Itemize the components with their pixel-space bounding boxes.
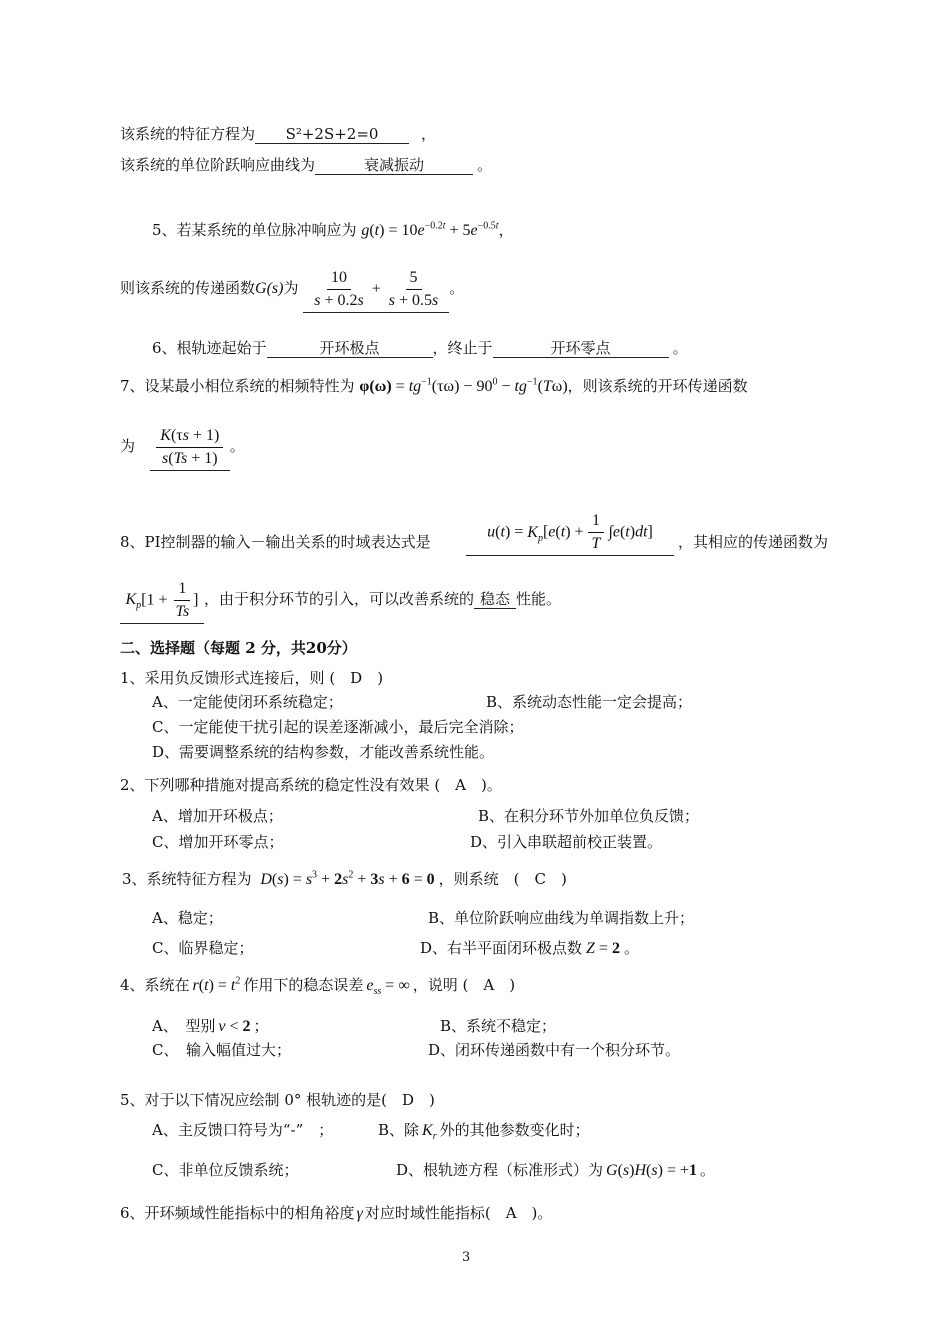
option-d: D、需要调整系统的结构参数，才能改善系统性能。 xyxy=(152,743,495,761)
formula-impulse-response: $g(t) = 10e^{-0.2t} + 5e^{-0.5t}$ xyxy=(361,220,499,239)
section-2-title: 二、选择题（每题 2 分，共20分） xyxy=(120,639,357,657)
choice-question-1: 1、采用负反馈形式连接后，则 ( D ) xyxy=(120,669,384,687)
option-a: A、增加开环极点； xyxy=(152,807,283,825)
question-5-answer: 则该系统的传递函数G(s)为 $\frac{10}{s + 0.2s}$ + $\frac{5}{s + 0.5s}$ 。 xyxy=(120,265,464,313)
answer-line-characteristic-eq: 该系统的特征方程为 S²+2S+2=0 ， xyxy=(120,125,437,143)
page-number: 3 xyxy=(462,1250,471,1265)
question-7: 7、设某最小相位系统的相频特性为 $\varphi(\omega) = tg^{-1}(\tau\omega) - 90^0 - tg^{-1}(T\omega)$，则该系统的开环传递函数 xyxy=(120,376,748,395)
option-d: D、引入串联超前校正装置。 xyxy=(470,833,663,851)
blank-transfer-function: $\frac{10}{s + 0.2s}$ + $\frac{5}{s + 0.5s}$ xyxy=(303,267,449,313)
option-b: B、系统动态性能一定会提高； xyxy=(486,693,693,711)
choice-question-3: 3、系统特征方程为 $D(s) = s^3 + 2s^2 + 3s + 6 = 0$ ，则系统 ( C ) xyxy=(122,869,567,888)
blank-pi-transfer-function: $K_p[1$ + $\frac{1}{Ts}$ ] xyxy=(120,578,204,624)
option-d: D、右半平面闭环极点数 Z = 2 。 xyxy=(420,939,639,957)
choice-question-4: 4、系统在 $r(t) = t^2$ 作用下的稳态误差 $e_{ss}$ = ∞ ，说明 ( A ) xyxy=(120,975,516,998)
option-a: A、一定能使闭环系统稳定； xyxy=(152,693,343,711)
blank-answer: 开环零点 xyxy=(493,339,669,358)
blank-answer: 稳态 xyxy=(474,590,516,609)
option-b: B、系统不稳定； xyxy=(440,1017,557,1035)
question-6: 6、根轨迹起始于 开环极点 ，终止于 开环零点 。 xyxy=(152,339,688,357)
option-b: B、单位阶跃响应曲线为单调指数上升； xyxy=(428,909,695,927)
choice-question-6: 6、开环频域性能指标中的相角裕度 γ 对应时域性能指标( A )。 xyxy=(120,1204,553,1222)
option-b: B、在积分环节外加单位负反馈； xyxy=(478,807,700,825)
option-a: A、稳定； xyxy=(152,909,223,927)
blank-open-loop-tf: $\frac{K(\tau s + 1)}{s(Ts + 1)}$ xyxy=(150,425,230,471)
formula-phase-characteristic: $\varphi(\omega) = tg^{-1}(\tau\omega) - 90^0 - tg^{-1}(T\omega)$ xyxy=(359,376,568,395)
question-8: 8、PI控制器的输入－输出关系的时域表达式是 xyxy=(120,533,431,551)
formula-characteristic-eq: $D(s) = s^3 + 2s^2 + 3s + 6 = 0$ xyxy=(260,869,435,888)
option-d: D、根轨迹方程（标准形式）为 G(s)H(s) = +1 。 xyxy=(396,1161,715,1179)
option-d: D、闭环传递函数中有一个积分环节。 xyxy=(428,1041,681,1059)
option-a: A、主反馈口符号为“-” ； xyxy=(152,1121,334,1139)
option-a: A、 型别 v < 2 ； xyxy=(152,1017,269,1035)
choice-question-2: 2、下列哪种措施对提高系统的稳定性没有效果 ( A )。 xyxy=(120,776,502,794)
blank-answer: 衰减振动 xyxy=(315,156,473,175)
blank-answer: 开环极点 xyxy=(267,339,433,358)
question-5: 5、若某系统的单位脉冲响应为 $g(t) = 10e^{-0.2t} + 5e^{-0.5t}$， xyxy=(152,220,514,239)
option-c: C、 输入幅值过大； xyxy=(152,1041,291,1059)
option-c: C、一定能使干扰引起的误差逐渐减小，最后完全消除； xyxy=(152,718,524,736)
answer-line-step-response: 该系统的单位阶跃响应曲线为 衰减振动 。 xyxy=(120,156,493,174)
question-8-line-2: $K_p[1$ + $\frac{1}{Ts}$ ] ，由于积分环节的引入，可以改善系统的 稳态 性能。 xyxy=(120,575,561,624)
option-b: B、除 $K_r$ 外的其他参数变化时； xyxy=(378,1121,590,1143)
question-7-answer: 为 $\frac{K(\tau s + 1)}{s(Ts + 1)}$ 。 xyxy=(120,422,245,471)
choice-question-5: 5、对于以下情况应绘制 0° 根轨迹的是( D ) xyxy=(120,1091,435,1109)
blank-pi-time-domain: $u(t) = K_p[e(t)$ + $\frac{1}{T}$ ∫e(t)dt] xyxy=(466,510,674,556)
blank-answer: S²+2S+2=0 xyxy=(255,125,409,144)
option-c: C、增加开环零点； xyxy=(152,833,284,851)
option-c: C、非单位反馈系统； xyxy=(152,1161,299,1179)
option-c: C、临界稳定； xyxy=(152,939,254,957)
